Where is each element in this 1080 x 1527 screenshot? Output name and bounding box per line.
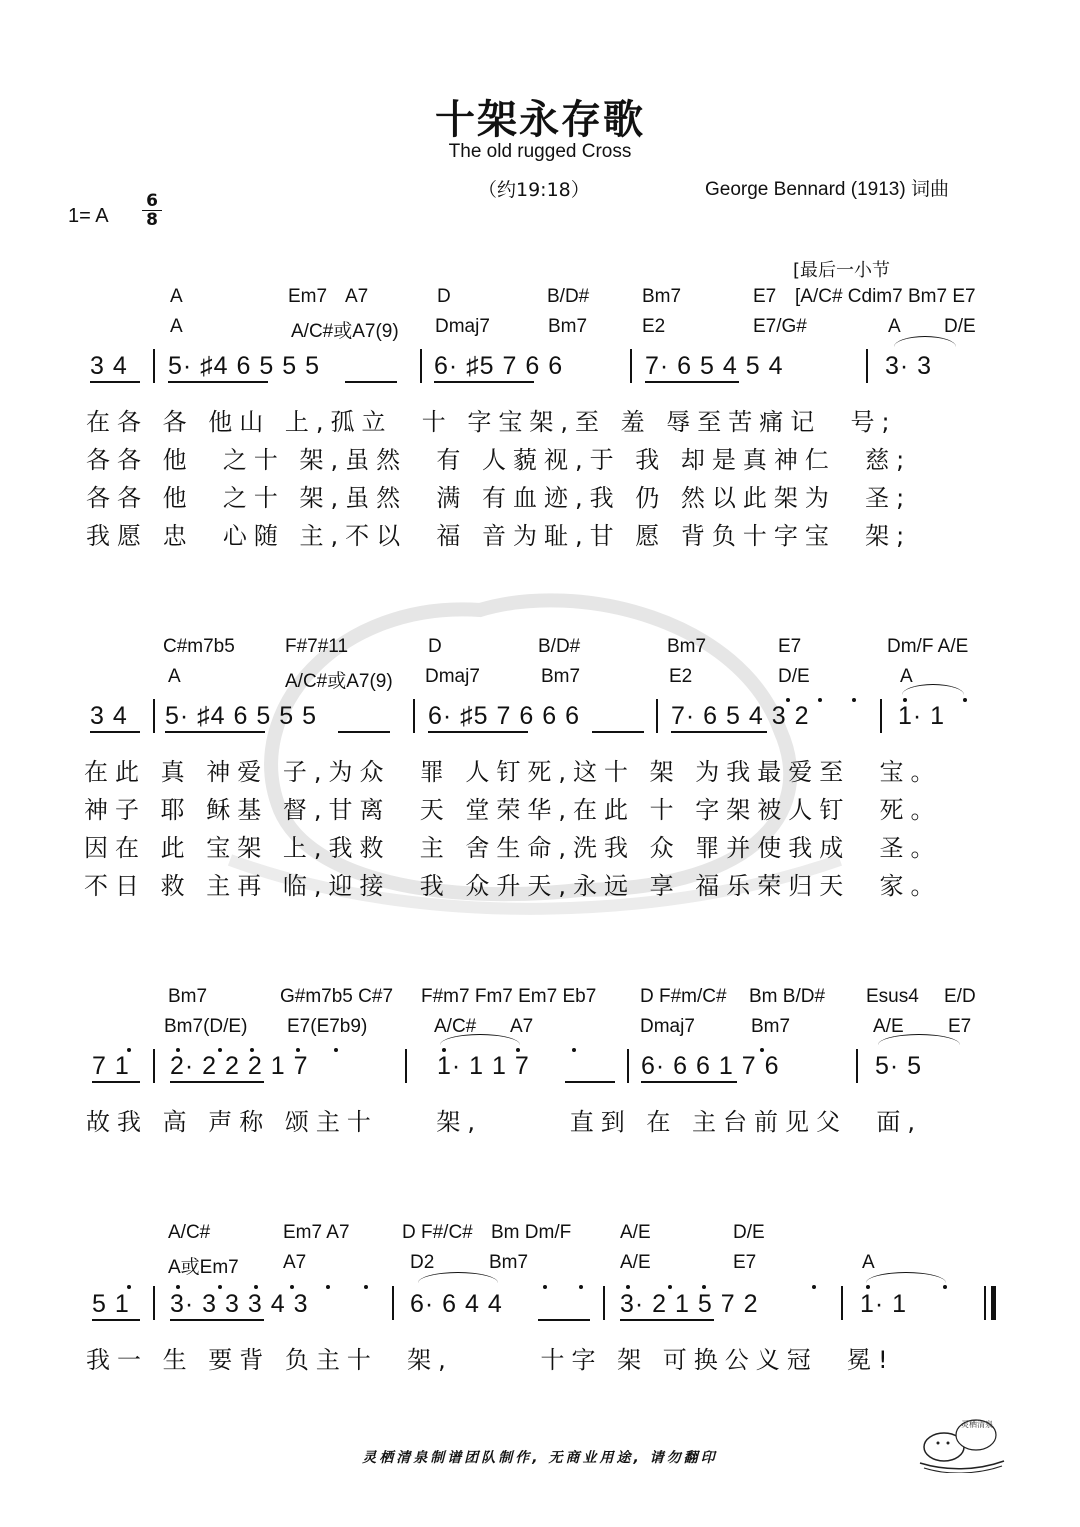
beam bbox=[538, 1319, 590, 1321]
chord: A/C# bbox=[168, 1222, 211, 1243]
chord: A7 bbox=[510, 1016, 534, 1037]
octave-dot bbox=[812, 1285, 816, 1289]
measure-notes: 7· 6 5 4 5 4 bbox=[645, 352, 784, 380]
chord: E7 bbox=[733, 1252, 757, 1273]
lyric-line: 神子 耶 稣基 督,甘离 天 堂荣华,在此 十 字架被人钉 死。 bbox=[84, 796, 942, 824]
barline bbox=[153, 349, 155, 383]
chord: [A/C# Cdim7 Bm7 E7 bbox=[795, 286, 976, 307]
octave-dot bbox=[127, 1048, 131, 1052]
scripture-reference: （约19:18） bbox=[478, 179, 590, 201]
composer-credit: George Bennard (1913) 词曲 bbox=[705, 179, 949, 200]
tie-arc bbox=[866, 1272, 946, 1283]
chord: Bm7 bbox=[489, 1252, 529, 1273]
octave-dot bbox=[176, 1285, 180, 1289]
chord: A7 bbox=[283, 1252, 307, 1273]
chord: A/C#或A7(9) bbox=[291, 321, 399, 342]
chord: Bm7 bbox=[168, 986, 208, 1007]
octave-dot bbox=[760, 1048, 764, 1052]
octave-dot bbox=[364, 1285, 368, 1289]
chord: A bbox=[888, 316, 901, 337]
beam bbox=[434, 381, 534, 383]
measure-notes: 1· 1 1 7 bbox=[437, 1052, 530, 1080]
octave-dot bbox=[254, 1285, 258, 1289]
octave-dot bbox=[668, 1285, 672, 1289]
beam bbox=[90, 731, 140, 733]
chord: A或Em7 bbox=[168, 1257, 239, 1278]
chord: Dmaj7 bbox=[425, 666, 480, 687]
beam bbox=[170, 1081, 264, 1083]
octave-dot bbox=[218, 1285, 222, 1289]
octave-dot bbox=[866, 1285, 870, 1289]
chord: G#m7b5 C#7 bbox=[280, 986, 394, 1007]
chord: Em7 bbox=[288, 286, 328, 307]
beam bbox=[92, 1081, 140, 1083]
octave-dot bbox=[290, 1285, 294, 1289]
chord: D/E bbox=[944, 316, 976, 337]
chord: E2 bbox=[669, 666, 693, 687]
chord: Bm7 bbox=[548, 316, 588, 337]
barline bbox=[153, 1049, 155, 1083]
chord: Dm/F A/E bbox=[887, 636, 969, 657]
octave-dot bbox=[334, 1048, 338, 1052]
measure-notes: 5· ♯4 6 5 5 5 bbox=[165, 702, 317, 730]
lyric-line: 在各 各 他山 上,孤立 十 字宝架,至 羞 辱至苦痛记 号; bbox=[86, 408, 897, 436]
chord: A/C# bbox=[434, 1016, 477, 1037]
measure-notes: 7· 6 5 4 3 2 bbox=[671, 702, 810, 730]
chord: D/E bbox=[778, 666, 810, 687]
chord: E7 bbox=[778, 636, 802, 657]
octave-dot bbox=[218, 1048, 222, 1052]
beam bbox=[90, 381, 140, 383]
beam bbox=[170, 1319, 264, 1321]
measure-notes: 5· ♯4 6 5 5 5 bbox=[168, 352, 320, 380]
octave-dot bbox=[572, 1048, 576, 1052]
chord: D bbox=[428, 636, 442, 657]
barline bbox=[153, 1286, 155, 1320]
octave-dot bbox=[127, 1285, 131, 1289]
measure-notes: 6· ♯5 7 6 6 bbox=[434, 352, 564, 380]
octave-dot bbox=[579, 1285, 583, 1289]
chord: Bm7 bbox=[667, 636, 707, 657]
chord: D bbox=[437, 286, 451, 307]
barline bbox=[841, 1286, 843, 1320]
chord: A/E bbox=[620, 1252, 651, 1273]
octave-dot bbox=[963, 698, 967, 702]
chord: Dmaj7 bbox=[435, 316, 490, 337]
chord: A bbox=[168, 666, 181, 687]
chord: Em7 A7 bbox=[283, 1222, 350, 1243]
lyric-line: 因在 此 宝架 上,我救 主 舍生命,洗我 众 罪并使我成 圣。 bbox=[84, 834, 942, 862]
octave-dot bbox=[516, 1048, 520, 1052]
barline bbox=[856, 1049, 858, 1083]
octave-dot bbox=[543, 1285, 547, 1289]
beam bbox=[565, 1081, 615, 1083]
chord: Esus4 bbox=[866, 986, 919, 1007]
beam bbox=[168, 381, 268, 383]
beam bbox=[428, 731, 528, 733]
chord: E2 bbox=[642, 316, 666, 337]
beam bbox=[671, 731, 767, 733]
chord: D F#/C# bbox=[402, 1222, 473, 1243]
octave-dot bbox=[943, 1285, 947, 1289]
measure-notes: 3· 3 bbox=[885, 352, 933, 380]
chord: A bbox=[170, 286, 183, 307]
measure-notes: 6· ♯5 7 6 6 6 bbox=[428, 702, 580, 730]
song-title: 十架永存歌 bbox=[435, 97, 645, 143]
last-bar-note: [最后一小节 bbox=[793, 260, 891, 281]
footer-notice: 灵栖清泉制谱团队制作, 无商业用途, 请勿翻印 bbox=[362, 1450, 718, 1466]
chord: A bbox=[862, 1252, 875, 1273]
measure-notes: 3 4 bbox=[90, 352, 128, 380]
barline bbox=[866, 349, 868, 383]
measure-notes: 6· 6 6 1 7 6 bbox=[641, 1052, 780, 1080]
chord: B/D# bbox=[538, 636, 581, 657]
chord: F#m7 Fm7 Em7 Eb7 bbox=[421, 986, 597, 1007]
chord: D F#m/C# bbox=[640, 986, 727, 1007]
chord: E7 bbox=[948, 1016, 972, 1037]
chord: E7(E7b9) bbox=[287, 1016, 368, 1037]
chord: C#m7b5 bbox=[163, 636, 235, 657]
chord: D2 bbox=[410, 1252, 435, 1273]
chord: E7 bbox=[753, 286, 777, 307]
lyric-line: 不日 救 主再 临,迎接 我 众升天,永远 享 福乐荣归天 家。 bbox=[84, 872, 942, 900]
measure-notes: 1· 1 bbox=[860, 1290, 908, 1318]
octave-dot bbox=[786, 698, 790, 702]
final-barline-thick bbox=[991, 1286, 996, 1320]
barline bbox=[880, 699, 882, 733]
octave-dot bbox=[442, 1048, 446, 1052]
chord: Bm7(D/E) bbox=[164, 1016, 248, 1037]
barline bbox=[420, 349, 422, 383]
time-signature-top: 6 bbox=[146, 191, 158, 211]
measure-notes: 7 1 bbox=[92, 1052, 130, 1080]
octave-dot bbox=[326, 1285, 330, 1289]
chord: Bm B/D# bbox=[749, 986, 826, 1007]
lyric-line: 我一 生 要背 负主十 架, 十字 架 可换公义冠 冕! bbox=[86, 1346, 895, 1374]
lyric-line: 我愿 忠 心随 主,不以 福 音为耻,甘 愿 背负十字宝 架; bbox=[86, 522, 912, 550]
octave-dot bbox=[702, 1285, 706, 1289]
chord: D/E bbox=[733, 1222, 765, 1243]
lyric-line: 各各 他 之十 架,虽然 满 有血迹,我 仍 然以此架为 圣; bbox=[86, 484, 912, 512]
octave-dot bbox=[903, 698, 907, 702]
lyric-line: 各各 他 之十 架,虽然 有 人藐视,于 我 却是真神仁 慈; bbox=[86, 446, 912, 474]
octave-dot bbox=[852, 698, 856, 702]
chord: A bbox=[900, 666, 913, 687]
measure-notes: 3 4 bbox=[90, 702, 128, 730]
beam bbox=[645, 381, 739, 383]
time-signature bbox=[142, 193, 162, 228]
beam bbox=[345, 381, 397, 383]
barline bbox=[603, 1286, 605, 1320]
barline bbox=[392, 1286, 394, 1320]
chord: A7 bbox=[345, 286, 369, 307]
octave-dot bbox=[176, 1048, 180, 1052]
measure-notes: 1· 1 bbox=[898, 702, 946, 730]
barline bbox=[405, 1049, 407, 1083]
chord: F#7#11 bbox=[285, 636, 349, 657]
lyric-line: 故我 高 声称 颂主十 架, 直到 在 主台前见父 面, bbox=[86, 1108, 922, 1136]
beam bbox=[92, 1319, 140, 1321]
beam bbox=[641, 1081, 737, 1083]
final-barline-thin bbox=[984, 1286, 986, 1320]
chord: Dmaj7 bbox=[640, 1016, 695, 1037]
chord: Bm Dm/F bbox=[491, 1222, 572, 1243]
time-signature-bottom: 8 bbox=[146, 210, 158, 230]
measure-notes: 2· 2 2 2 1 7 bbox=[170, 1052, 309, 1080]
measure-notes: 3· 2 1 5 7 2 bbox=[620, 1290, 759, 1318]
chord: E7/G# bbox=[753, 316, 807, 337]
measure-notes: 5· 5 bbox=[875, 1052, 923, 1080]
chord: Bm7 bbox=[751, 1016, 791, 1037]
beam bbox=[592, 731, 644, 733]
chord: A/E bbox=[873, 1016, 904, 1037]
lyric-line: 在此 真 神爱 子,为众 罪 人钉死,这十 架 为我最爱至 宝。 bbox=[84, 758, 942, 786]
barline bbox=[153, 699, 155, 733]
key-signature: 1= A bbox=[68, 205, 109, 227]
logo-text: 灵栖清泉 bbox=[961, 1420, 993, 1429]
octave-dot bbox=[296, 1048, 300, 1052]
chord: Bm7 bbox=[642, 286, 682, 307]
chord: Bm7 bbox=[541, 666, 581, 687]
song-subtitle: The old rugged Cross bbox=[448, 141, 632, 162]
chord: A/E bbox=[620, 1222, 651, 1243]
beam bbox=[620, 1319, 714, 1321]
octave-dot bbox=[626, 1285, 630, 1289]
barline bbox=[630, 349, 632, 383]
barline bbox=[627, 1049, 629, 1083]
chord: A/C#或A7(9) bbox=[285, 671, 393, 692]
measure-notes: 3· 3 3 3 4 3 bbox=[170, 1290, 309, 1318]
chord: E/D bbox=[944, 986, 976, 1007]
chord: A bbox=[170, 316, 183, 337]
chord: B/D# bbox=[547, 286, 590, 307]
barline bbox=[656, 699, 658, 733]
measure-notes: 6· 6 4 4 bbox=[410, 1290, 503, 1318]
octave-dot bbox=[250, 1048, 254, 1052]
measure-notes: 5 1 bbox=[92, 1290, 130, 1318]
barline bbox=[413, 699, 415, 733]
octave-dot bbox=[818, 698, 822, 702]
beam bbox=[165, 731, 265, 733]
beam bbox=[338, 731, 390, 733]
